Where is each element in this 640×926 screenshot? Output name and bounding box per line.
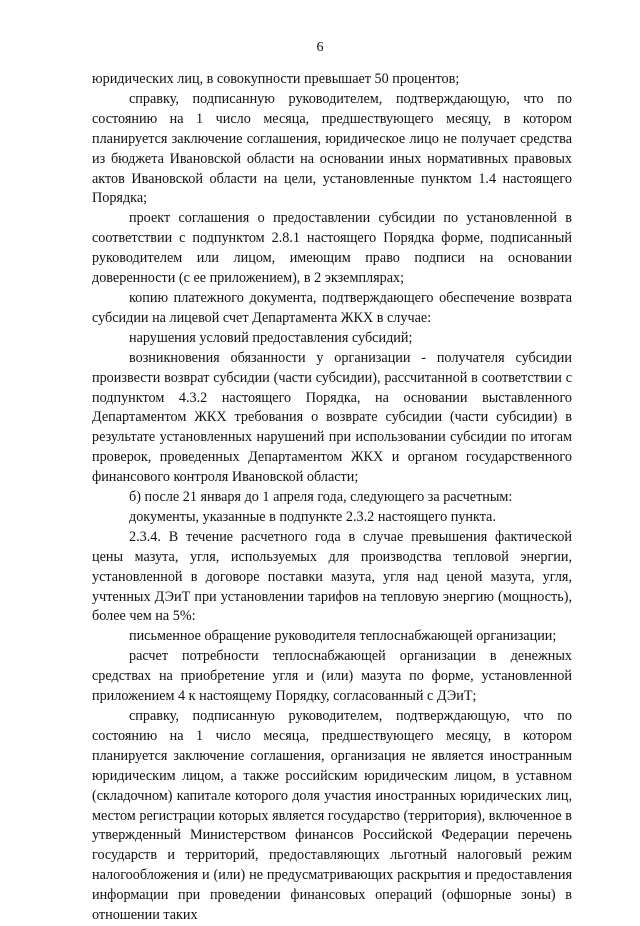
paragraph-item-b: б) после 21 января до 1 апреля года, следующего за расчетным: — [129, 489, 513, 506]
paragraph-continuation: юридических лиц, в совокупности превышает 50 процентов; — [92, 71, 460, 87]
paragraph-draft-agreement: проект соглашения о предоставлении субсидии по установленной в соответствии с подпунктом 2.8.1 настоящего Порядка форме, подписанный руководителем или лицом, имеющим право подписи на основании доверенности (с ее приложением), в 2 экземплярах; — [92, 210, 572, 287]
paragraph-certificate-not-foreign: справку, подписанную руководителем, подтверждающую, что по состоянию на 1 число месяца, предшествующего месяцу, в котором планируется заключение соглашения, организация не является иностранным юридическим лицом, а также российским юридическим лицом, в уставном (складочном) капитале которого доля участия иностранных юридических лиц, местом регистрации которых является государство (территория), включенное в утвержденный Министерством финансов Российской Федерации перечень государств и территорий, предоставляющих льготный налоговый режим налогообложения и (или) не предусматривающих раскрытия и предоставления информации при проведении финансовых операций (офшорные зоны) в отношении таких — [92, 708, 572, 924]
paragraph-violation-conditions: нарушения условий предоставления субсидий; — [129, 329, 413, 346]
document-body — [92, 70, 572, 926]
paragraph-written-appeal: письменное обращение руководителя теплоснабжающей организации; — [129, 628, 557, 645]
paragraph-certificate-no-funds: справку, подписанную руководителем, подтверждающую, что по состоянию на 1 число месяца, предшествующего месяцу, в котором планируется заключение соглашения, юридическое лицо не получает средства из бюджета Ивановской области на основании иных нормативных правовых актов Ивановской области на цели, установленные пунктом 1.4 настоящего Порядка; — [92, 90, 572, 207]
paragraph-section-2-3-4: 2.3.4. В течение расчетного года в случае превышения фактической цены мазута, угля, используемых для производства тепловой энергии, установленной в договоре поставки мазута, угля над ценой мазута, угля, учтенных ДЭиТ при установлении тарифов на тепловую энергию (мощность), более чем на 5%: — [92, 528, 572, 625]
paragraph-refund-obligation: возникновения обязанности у организации - получателя субсидии произвести возврат субсидии (части субсидии), рассчитанной в соответствии с подпунктом 4.3.2 настоящего Порядка, на основании выставленного Департаментом ЖКХ требования о возврате субсидии (части субсидии) в результате установленных нарушений при использовании субсидии по итогам проверок, проведенных Департаментом ЖКХ и органом государственного финансового контроля Ивановской области; — [92, 349, 572, 486]
paragraph-documents-reference: документы, указанные в подпункте 2.3.2 настоящего пункта. — [129, 508, 496, 525]
paragraph-need-calculation: расчет потребности теплоснабжающей организации в денежных средствах на приобретение угля и (или) мазута по форме, установленной приложением 4 к настоящему Порядку, согласованный с ДЭиТ; — [92, 648, 572, 705]
paragraph-payment-document: копию платежного документа, подтверждающего обеспечение возврата субсидии на лицевой счет Департамента ЖКХ в случае: — [92, 289, 572, 326]
page-number: 6 — [316, 40, 324, 55]
